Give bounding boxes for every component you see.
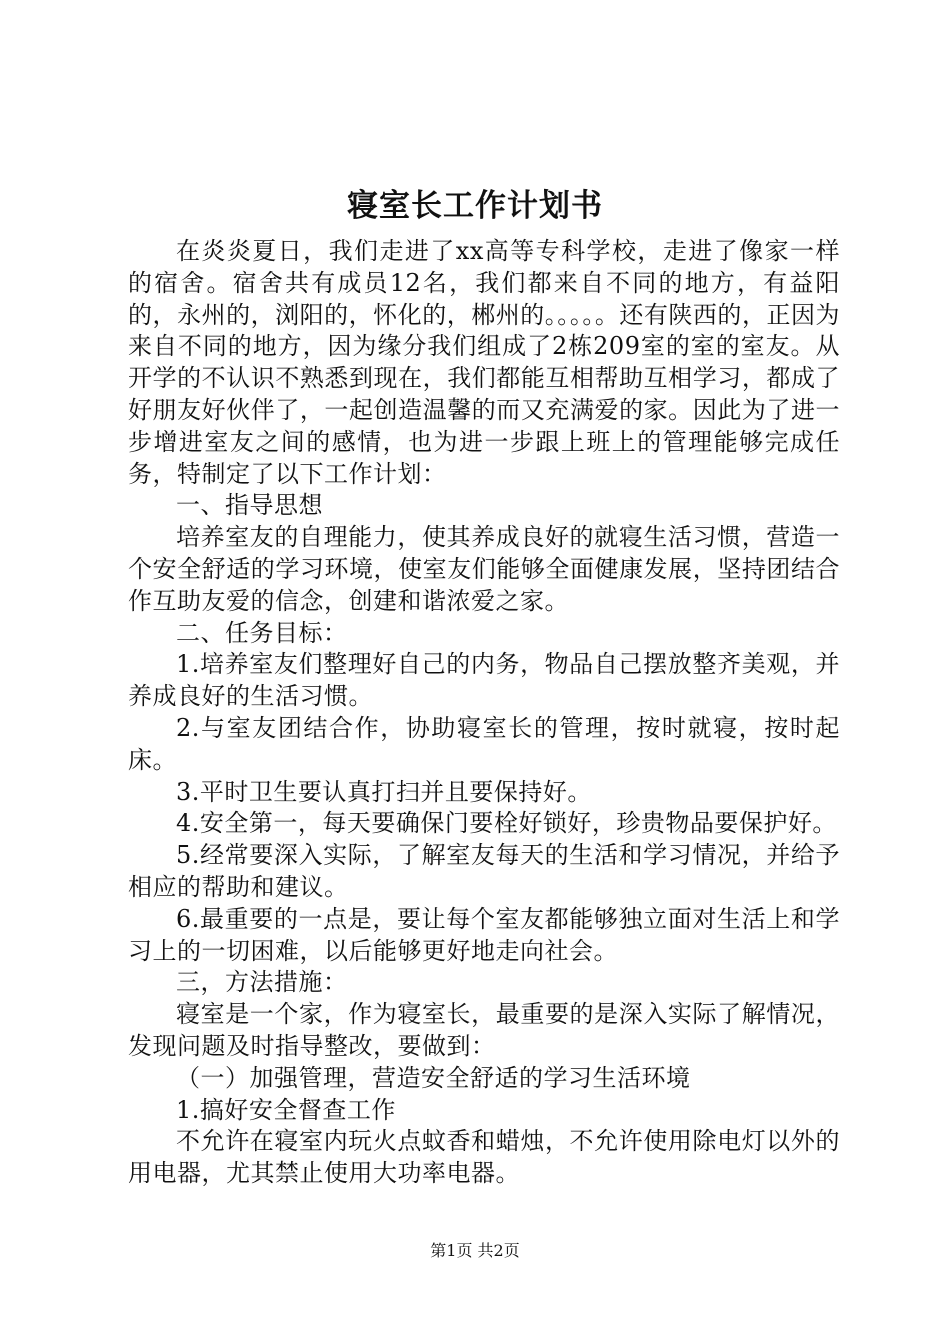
section-heading-guiding-ideology: 一、指导思想	[176, 491, 323, 520]
document-body	[128, 236, 840, 1190]
paragraph-guiding-ideology: 培养室友的自理能力，使其养成良好的就寝生活习惯，营造一个安全舒适的学习环境，使室友们能够全面健康发展，坚持团结合作互助友爱的信念，创建和谐浓爱之家。	[128, 523, 840, 615]
page-footer: 第1页 共2页	[430, 1241, 520, 1260]
paragraph-safety: 不允许在寝室内玩火点蚊香和蜡烛，不允许使用除电灯以外的用电器，尤其禁止使用大功率电器。	[128, 1127, 840, 1188]
subsection-heading-safety: 1.搞好安全督查工作	[176, 1095, 396, 1124]
list-item-goal-3: 3.平时卫生要认真打扫并且要保持好。	[176, 777, 592, 806]
subsection-heading-management: （一）加强管理，营造安全舒适的学习生活环境	[176, 1063, 691, 1092]
section-heading-task-goals: 二、任务目标：	[176, 618, 348, 647]
list-item-goal-6: 6.最重要的一点是，要让每个室友都能够独立面对生活上和学习上的一切困难，以后能够更好地走向社会。	[128, 904, 840, 965]
document-title: 寝室长工作计划书	[347, 188, 603, 224]
section-heading-methods: 三，方法措施：	[176, 968, 348, 997]
list-item-goal-2: 2.与室友团结合作，协助寝室长的管理，按时就寝，按时起床。	[128, 713, 840, 774]
list-item-goal-4: 4.安全第一，每天要确保门要栓好锁好，珍贵物品要保护好。	[176, 809, 837, 838]
paragraph-intro: 在炎炎夏日，我们走进了xx高等专科学校，走进了像家一样的宿舍。宿舍共有成员12名，我们都来自不同的地方，有益阳的，永州的，浏阳的，怀化的，郴州的。。。。。还有陕西的，正因为来自不同的地方，因为缘分我们组成了2栋209室的室的室友。从开学的不认识不熟悉到现在，我们都能互相帮助互相学习，都成了好朋友好伙伴了，一起创造温馨的而又充满爱的家。因此为了进一步增进室友之间的感情，也为进一步跟上班上的管理能够完成任务，特制定了以下工作计划：	[128, 237, 840, 488]
list-item-goal-1: 1.培养室友们整理好自己的内务，物品自己摆放整齐美观，并养成良好的生活习惯。	[128, 650, 840, 711]
list-item-goal-5: 5.经常要深入实际，了解室友每天的生活和学习情况，并给予相应的帮助和建议。	[128, 841, 840, 901]
paragraph-methods: 寝室是一个家，作为寝室长，最重要的是深入实际了解情况，发现问题及时指导整改，要做到：	[128, 1000, 840, 1060]
